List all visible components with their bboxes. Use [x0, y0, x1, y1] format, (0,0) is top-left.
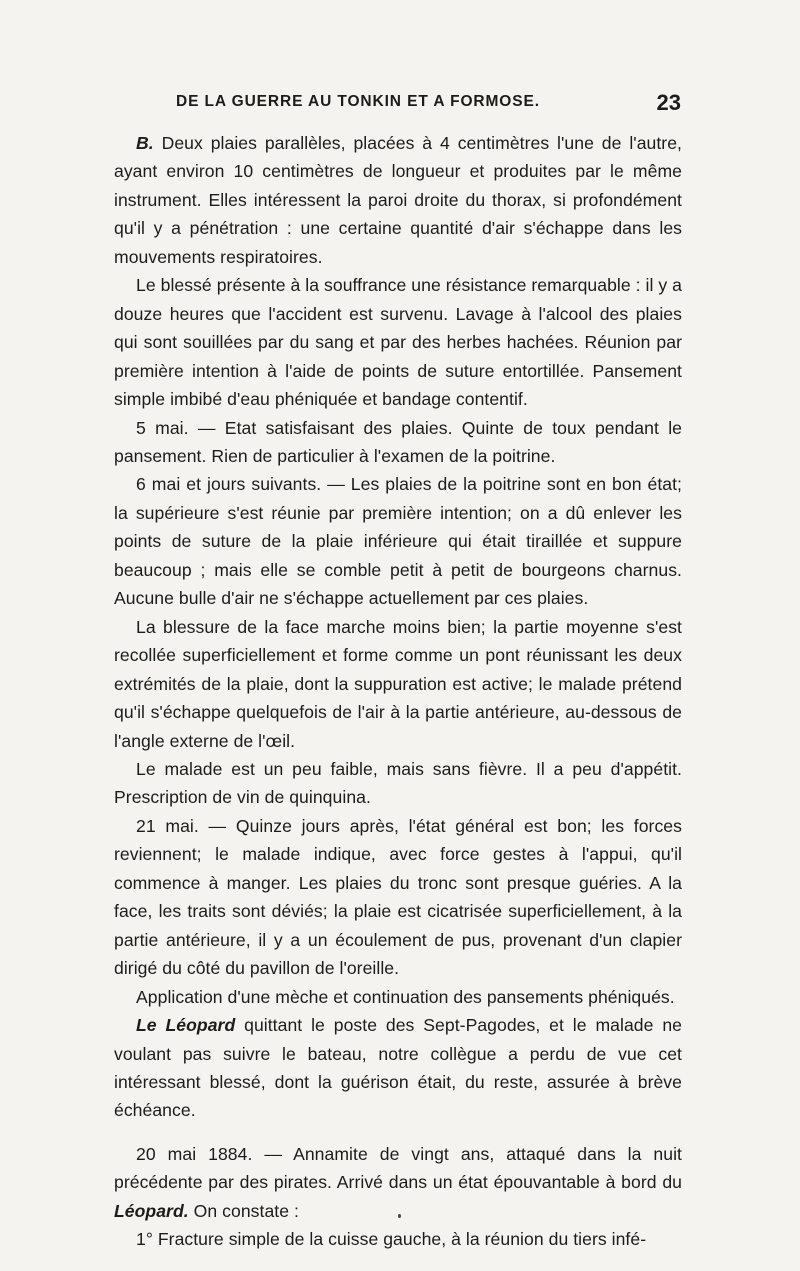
paragraph: Le Léopard quittant le poste des Sept-Pagodes, et le malade ne voulant pas suivre le bateau, notre collègue a perdu de vue cet intéressant blessé, dont la guérison était, du reste, assurée à brève échéance.	[114, 1015, 682, 1121]
paragraph: 5 mai. — Etat satisfaisant des plaies. Quinte de toux pendant le pansement. Rien de particulier à l'examen de la poitrine.	[114, 417, 682, 466]
paragraph-new-case: 20 mai 1884. — Annamite de vingt ans, attaqué dans la nuit précédente par des pirates. Arrivé dans un état épouvantable à bord du Léopard. On constate :	[114, 1143, 682, 1221]
ship-name: Le Léopard	[136, 1015, 236, 1036]
page-header	[176, 90, 681, 120]
page-number: 23	[656, 90, 681, 115]
paragraph: La blessure de la face marche moins bien; la partie moyenne s'est recollée superficiellement et forme comme un pont réunissant les deux extrémités de la plaie, dont la suppuration est active; le malade prétend qu'il s'échappe quelquefois de l'air à la partie antérieure, au-dessous de l'angle externe de l'œil.	[114, 616, 682, 751]
body-text	[114, 129, 682, 1254]
paragraph: Le malade est un peu faible, mais sans fièvre. Il a peu d'appétit. Prescription de vin de quinquina.	[114, 758, 682, 808]
case-label: B.	[136, 133, 154, 153]
print-speck	[398, 1214, 401, 1218]
paragraph: 21 mai. — Quinze jours après, l'état général est bon; les forces reviennent; le malade indique, avec force gestes à l'appui, qu'il commence à manger. Les plaies du tronc sont presque guéries. A la face, les traits sont déviés; la plaie est cicatrisée superficiellement, à la partie antérieure, il y a un écoulement de pus, provenant d'un clapier dirigé du côté du pavillon de l'oreille.	[114, 815, 682, 979]
paragraph: Le blessé présente à la souffrance une résistance remarquable : il y a douze heures que l'accident est survenu. Lavage à l'alcool des plaies qui sont souillées par du sang et par des herbes hachées. Réunion par première intention à l'aide de points de suture entortillée. Pansement simple imbibé d'eau phéniquée et bandage contentif.	[114, 275, 682, 410]
ship-name: Léopard.	[114, 1200, 189, 1221]
paragraph-case-b: B. Deux plaies parallèles, placées à 4 centimètres l'une de l'autre, ayant environ 10 centimètres de longueur et produites par le même instrument. Elles intéressent la paroi droite du thorax, si profondément qu'il y a pénétration : une certaine quantité d'air s'échappe dans les mouvements respiratoires.	[114, 133, 682, 267]
running-head: DE LA GUERRE AU TONKIN ET A FORMOSE.	[176, 93, 540, 110]
paragraph: 1° Fracture simple de la cuisse gauche, à la réunion du tiers infé-	[136, 1229, 647, 1250]
paragraph: Application d'une mèche et continuation des pansements phéniqués.	[136, 986, 675, 1007]
paragraph: 6 mai et jours suivants. — Les plaies de la poitrine sont en bon état; la supérieure s'est réunie par première intention; on a dû enlever les points de suture de la plaie inférieure qui était tiraillée et suppure beaucoup ; mais elle se comble petit à petit de bourgeons charnus. Aucune bulle d'air ne s'échappe actuellement par ces plaies.	[114, 474, 682, 609]
